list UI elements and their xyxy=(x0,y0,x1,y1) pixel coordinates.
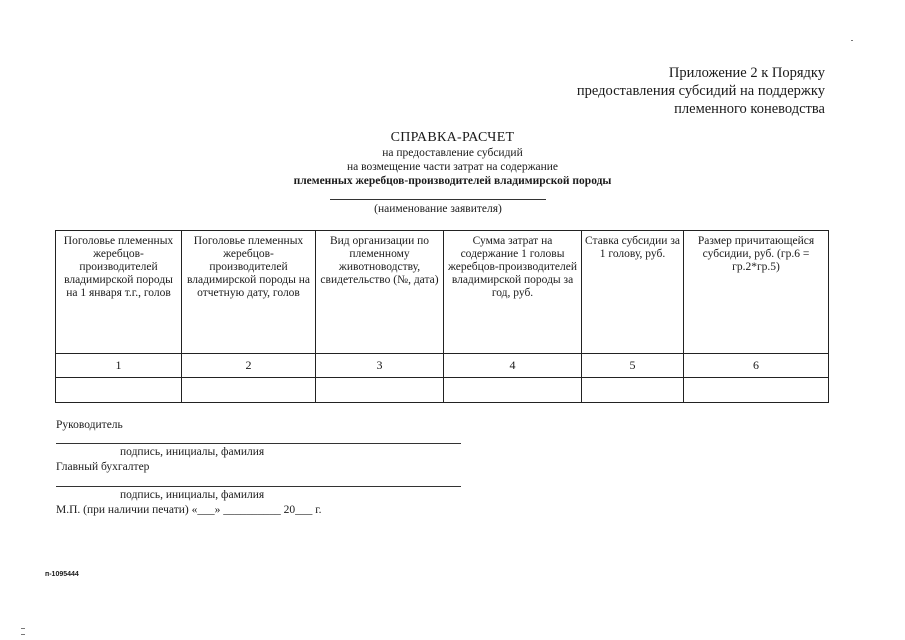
column-number-5: 5 xyxy=(582,354,684,378)
column-number-1: 1 xyxy=(56,354,182,378)
scan-speck xyxy=(851,40,853,41)
data-cell-4[interactable] xyxy=(444,378,582,403)
calculation-table xyxy=(55,230,829,403)
header-cell-2: Поголовье племенных жеребцов-производителей владимирской породы на отчетную дату, голов xyxy=(182,231,316,354)
scan-speck xyxy=(21,634,25,635)
appendix-line-2: предоставления субсидий на поддержку xyxy=(576,83,825,99)
column-number-6: 6 xyxy=(684,354,829,378)
document-title xyxy=(0,130,905,188)
column-number-3: 3 xyxy=(316,354,444,378)
title-heading: СПРАВКА-РАСЧЕТ xyxy=(390,130,515,145)
head-label: Руководитель xyxy=(56,419,123,431)
seal-date-line: М.П. (при наличии печати) «___» __________ 20___ г. xyxy=(56,504,322,516)
title-line-3: на возмещение части затрат на содержание xyxy=(346,161,559,173)
table-header-row xyxy=(56,231,829,354)
column-number-4: 4 xyxy=(444,354,582,378)
header-cell-3: Вид организации по племенному животноводству, свидетельство (№, дата) xyxy=(316,231,444,354)
data-cell-5[interactable] xyxy=(582,378,684,403)
accountant-signature-line[interactable] xyxy=(56,486,461,487)
applicant-caption: (наименование заявителя) xyxy=(374,203,502,215)
header-cell-1: Поголовье племенных жеребцов-производителей владимирской породы на 1 января т.г., голов xyxy=(56,231,182,354)
header-cell-4: Сумма затрат на содержание 1 головы жеребцов-производителей владимирской породы за год, руб. xyxy=(444,231,582,354)
scan-speck xyxy=(21,628,25,629)
head-signature-line[interactable] xyxy=(56,443,461,444)
title-line-2: на предоставление субсидий xyxy=(382,147,523,159)
appendix-note xyxy=(577,64,825,118)
document-id: п-1095444 xyxy=(45,571,79,578)
title-line-4: племенных жеребцов-производителей владимирской породы xyxy=(293,175,612,187)
data-cell-2[interactable] xyxy=(182,378,316,403)
head-caption: подпись, инициалы, фамилия xyxy=(120,446,265,458)
accountant-caption: подпись, инициалы, фамилия xyxy=(120,489,265,501)
applicant-name-line xyxy=(330,199,546,200)
appendix-line-1: Приложение 2 к Порядку xyxy=(668,65,825,81)
data-cell-3[interactable] xyxy=(316,378,444,403)
data-cell-6[interactable] xyxy=(684,378,829,403)
header-cell-5: Ставка субсидии за 1 голову, руб. xyxy=(582,231,684,354)
header-cell-6: Размер причитающейся субсидии, руб. (гр.6 = гр.2*гр.5) xyxy=(684,231,829,354)
appendix-line-3: племенного коневодства xyxy=(674,101,825,117)
accountant-label: Главный бухгалтер xyxy=(56,461,150,473)
column-number-2: 2 xyxy=(182,354,316,378)
data-cell-1[interactable] xyxy=(56,378,182,403)
column-number-row xyxy=(56,354,829,378)
table-data-row xyxy=(56,378,829,403)
